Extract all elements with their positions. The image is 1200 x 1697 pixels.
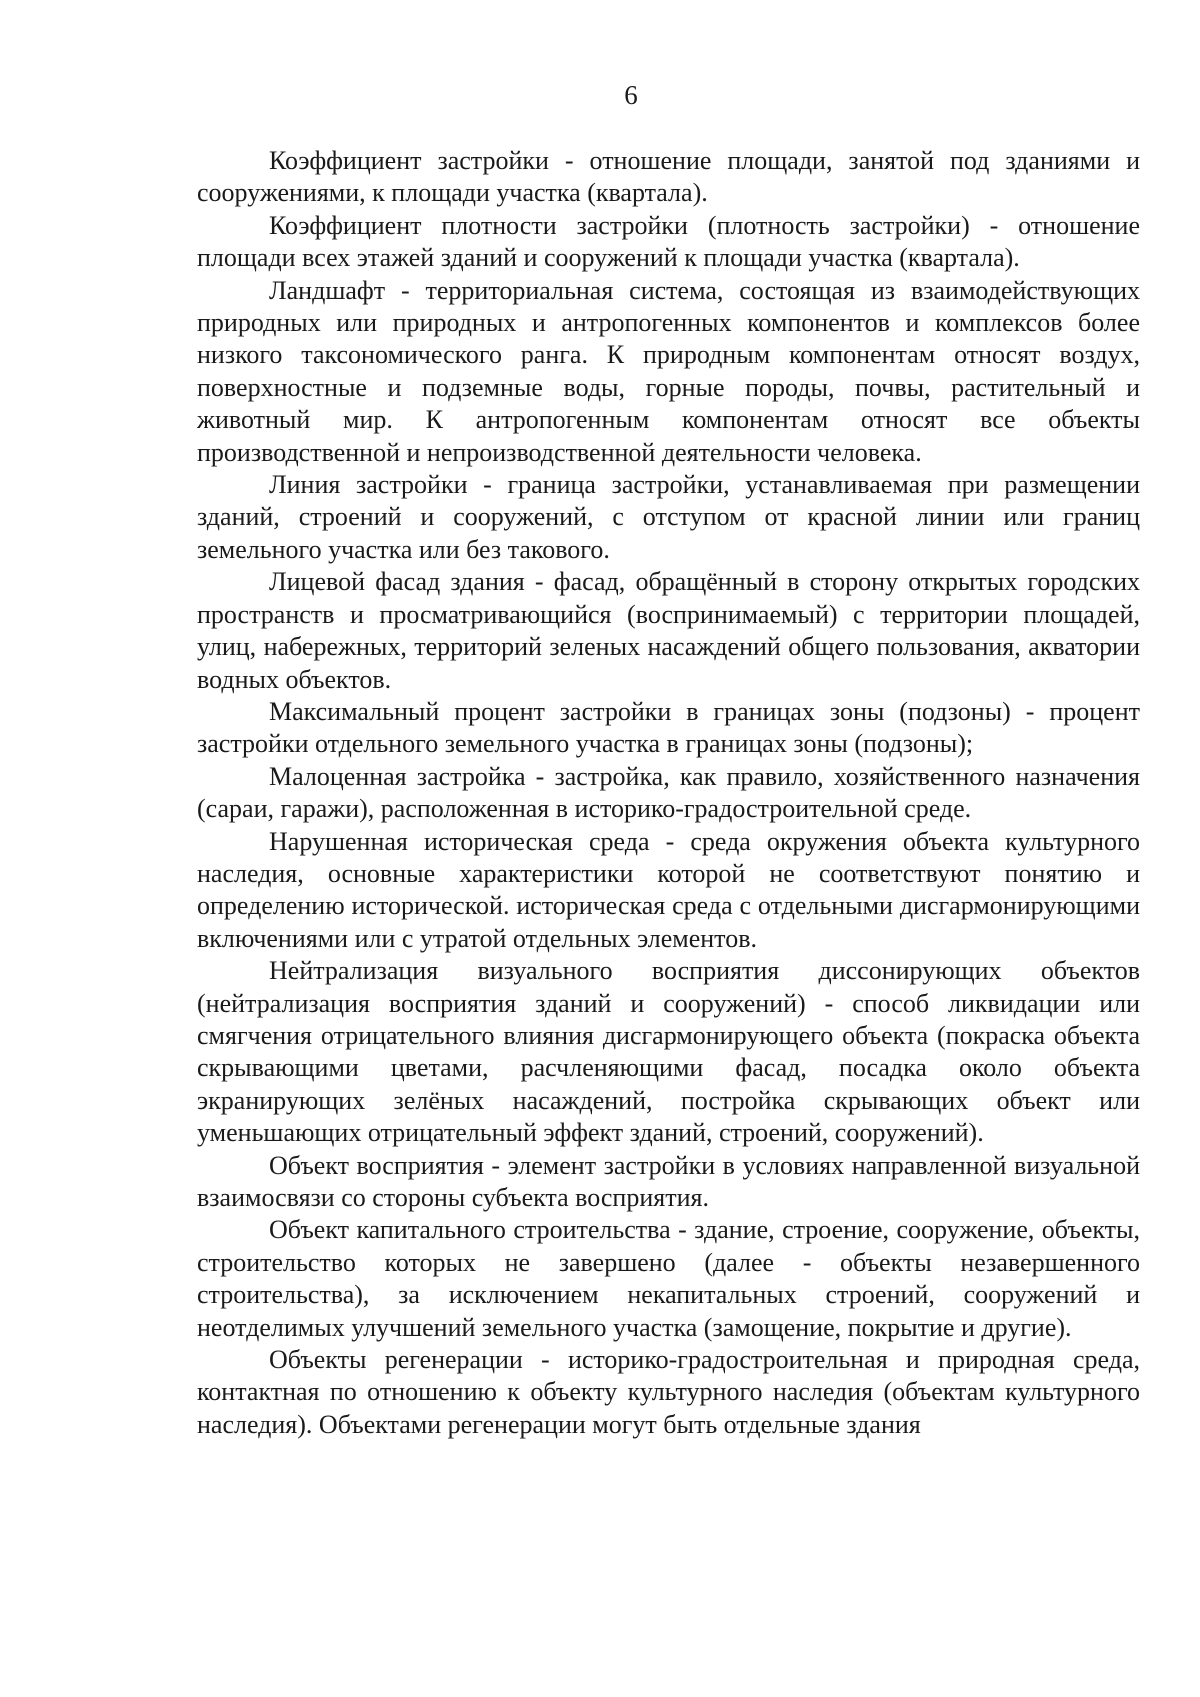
paragraph-narushennaya-sreda: Нарушенная историческая среда - среда окружения объекта культурного наследия, основные характеристики которой не соответствуют понятию и определению исторической. историческая среда с отдельными дисгармонирующими включениями или с утратой отдельных элементов. xyxy=(197,826,1140,953)
paragraph-malotsennaya: Малоценная застройка - застройка, как правило, хозяйственного назначения (сараи, гаражи), расположенная в историко-градостроительной среде. xyxy=(197,761,1140,824)
paragraph-max-protsent: Максимальный процент застройки в границах зоны (подзоны) - процент застройки отдельного земельного участка в границах зоны (подзоны); xyxy=(197,696,1140,759)
document-body xyxy=(197,145,1140,1441)
paragraph-koeff-zastroyki: Коэффициент застройки - отношение площади, занятой под зданиями и сооружениями, к площади участка (квартала). xyxy=(197,146,1140,208)
paragraph-obekt-vospriyatiya: Объект восприятия - элемент застройки в условиях направленной визуальной взаимосвязи со стороны субъекта восприятия. xyxy=(197,1150,1140,1212)
page-number: 6 xyxy=(624,80,638,110)
paragraph-litsevoy-fasad: Лицевой фасад здания - фасад, обращённый в сторону открытых городских пространств и просматривающийся (воспринимаемый) с территории площадей, улиц, набережных, территорий зеленых насаждений общего пользования, акватории водных объектов. xyxy=(197,567,1140,694)
paragraph-landshaft: Ландшафт - территориальная система, состоящая из взаимодействующих природных или природных и антропогенных компонентов и комплексов более низкого таксономического ранга. К природным компонентам относят воздух, поверхностные и подземные воды, горные породы, почвы, растительный и животный мир. К антропогенным компонентам относят все объекты производственной и непроизводственной деятельности человека. xyxy=(197,275,1140,467)
paragraph-obekt-kap-stroitelstva: Объект капитального строительства - здание, строение, сооружение, объекты, строительство которых не завершено (далее - объекты незавершенного строительства), за исключением некапитальных строений, сооружений и неотделимых улучшений земельного участка (замощение, покрытие и другие). xyxy=(197,1215,1140,1342)
paragraph-neytralizatsiya: Нейтрализация визуального восприятия диссонирующих объектов (нейтрализация восприятия зданий и сооружений) - способ ликвидации или смягчения отрицательного влияния дисгармонирующего объекта (покраска объекта скрывающими цветами, расчленяющими фасад, посадка около объекта экранирующих зелёных насаждений, постройка скрывающих объект или уменьшающих отрицательный эффект зданий, строений, сооружений). xyxy=(197,956,1140,1148)
paragraph-obekty-regeneratsii: Объекты регенерации - историко-градостроительная и природная среда, контактная по отношению к объекту культурного наследия (объектам культурного наследия). Объектами регенерации могут быть отдельные здания xyxy=(197,1345,1140,1439)
paragraph-koeff-plotnosti: Коэффициент плотности застройки (плотность застройки) - отношение площади всех этажей зданий и сооружений к площади участка (квартала). xyxy=(197,210,1140,273)
paragraph-liniya-zastroyki: Линия застройки - граница застройки, устанавливаемая при размещении зданий, строений и сооружений, с отступом от красной линии или границ земельного участка или без такового. xyxy=(197,470,1140,564)
